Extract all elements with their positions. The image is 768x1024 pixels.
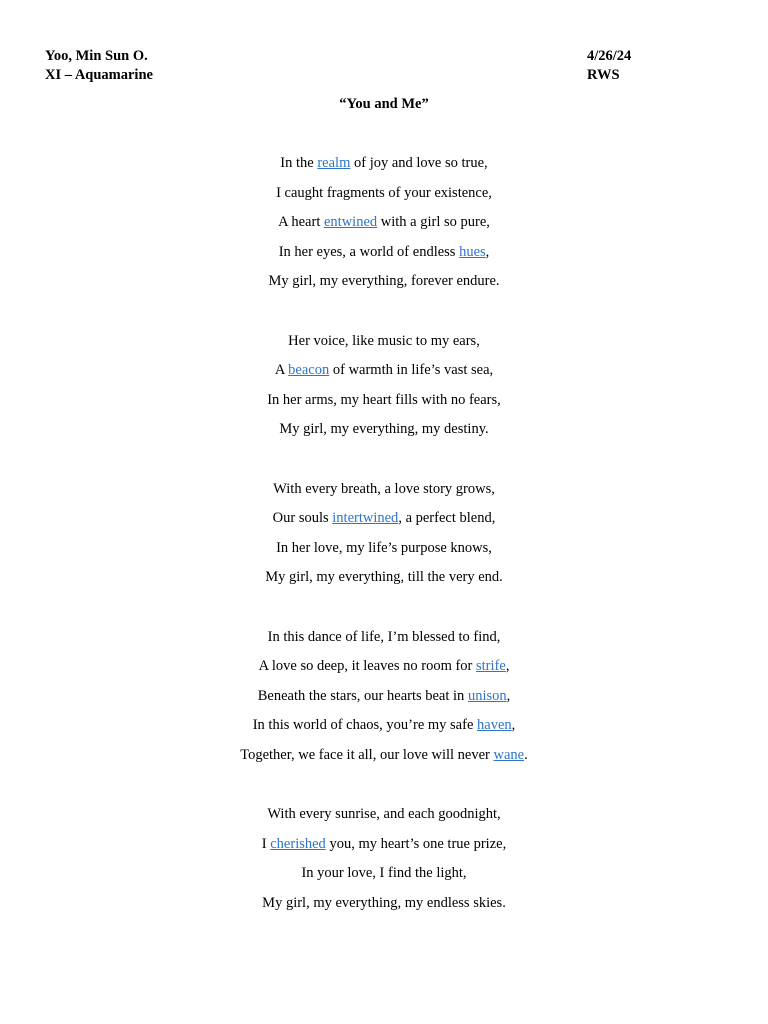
line-text: Our souls xyxy=(272,510,333,527)
line-text: In this dance of life, I’m blessed to find, xyxy=(267,628,501,645)
line-text: of warmth in life’s vast sea, xyxy=(329,362,494,379)
line-text: A xyxy=(274,362,289,379)
poem-line xyxy=(0,656,768,686)
line-text: Beneath the stars, our hearts beat in xyxy=(257,687,468,704)
vocabulary-link-hues[interactable]: hues xyxy=(459,243,486,260)
poem-line xyxy=(0,745,768,775)
line-text: A love so deep, it leaves no room for xyxy=(258,658,477,675)
header-right xyxy=(587,47,631,85)
poem-line xyxy=(0,271,768,301)
line-text: With every sunrise, and each goodnight, xyxy=(267,806,501,823)
poem-line xyxy=(0,153,768,183)
stanza-4 xyxy=(0,627,768,775)
vocabulary-link-beacon[interactable]: beacon xyxy=(288,362,330,379)
line-text: , xyxy=(505,658,510,675)
poem-line xyxy=(0,508,768,538)
line-text: With every breath, a love story grows, xyxy=(273,480,495,497)
stanza-2 xyxy=(0,331,768,449)
line-text: with a girl so pure, xyxy=(377,214,490,231)
poem-line xyxy=(0,183,768,213)
line-text: My girl, my everything, forever endure. xyxy=(268,273,500,290)
line-text: I xyxy=(261,835,271,852)
line-text: Together, we face it all, our love will never xyxy=(240,746,494,763)
vocabulary-link-strife[interactable]: strife xyxy=(476,658,506,675)
poem-line xyxy=(0,419,768,449)
stanza-3 xyxy=(0,479,768,597)
poem-line xyxy=(0,863,768,893)
author-name: Yoo, Min Sun O. xyxy=(45,48,148,64)
poem-line xyxy=(0,390,768,420)
poem-line xyxy=(0,212,768,242)
poem-line xyxy=(0,627,768,657)
vocabulary-link-unison[interactable]: unison xyxy=(467,687,507,704)
class-section: XI – Aquamarine xyxy=(45,67,153,83)
line-text: My girl, my everything, my endless skies. xyxy=(262,894,506,911)
line-text: , xyxy=(506,687,511,704)
document-date: 4/26/24 xyxy=(587,48,632,64)
poem-line xyxy=(0,360,768,390)
poem-line xyxy=(0,479,768,509)
line-text: A heart xyxy=(278,214,324,231)
line-text: In this world of chaos, you’re my safe xyxy=(252,717,478,734)
header-left xyxy=(45,47,153,85)
line-text: My girl, my everything, till the very end. xyxy=(265,569,503,586)
stanza-1 xyxy=(0,153,768,301)
poem-line xyxy=(0,715,768,745)
poem-line xyxy=(0,686,768,716)
poem-line xyxy=(0,834,768,864)
vocabulary-link-intertwined[interactable]: intertwined xyxy=(332,510,399,527)
line-text: In your love, I find the light, xyxy=(301,865,467,882)
vocabulary-link-realm[interactable]: realm xyxy=(317,155,351,171)
line-text: Her voice, like music to my ears, xyxy=(288,332,480,349)
poem-line xyxy=(0,331,768,361)
line-text: , xyxy=(485,243,490,260)
poem-line xyxy=(0,567,768,597)
vocabulary-link-cherished[interactable]: cherished xyxy=(270,835,326,852)
line-text: In her love, my life’s purpose knows, xyxy=(276,539,492,556)
vocabulary-link-haven[interactable]: haven xyxy=(477,717,512,734)
line-text: , a perfect blend, xyxy=(398,510,496,527)
line-text: In her eyes, a world of endless xyxy=(278,243,460,260)
line-text: In her arms, my heart fills with no fears, xyxy=(267,391,501,408)
line-text: you, my heart’s one true prize, xyxy=(325,835,507,852)
line-text: In the xyxy=(280,155,318,171)
poem-line xyxy=(0,538,768,568)
line-text: . xyxy=(524,746,528,763)
vocabulary-link-entwined[interactable]: entwined xyxy=(323,214,378,231)
line-text: of joy and love so true, xyxy=(350,155,488,171)
poem-body xyxy=(0,153,768,952)
poem-title: “You and Me” xyxy=(339,96,429,112)
line-text: My girl, my everything, my destiny. xyxy=(279,421,489,438)
stanza-5 xyxy=(0,804,768,922)
poem-line xyxy=(0,804,768,834)
vocabulary-link-wane[interactable]: wane xyxy=(493,746,525,763)
line-text: , xyxy=(511,717,516,734)
poem-line xyxy=(0,242,768,272)
subject-code: RWS xyxy=(587,67,620,83)
poem-line xyxy=(0,893,768,923)
line-text: I caught fragments of your existence, xyxy=(276,184,492,201)
